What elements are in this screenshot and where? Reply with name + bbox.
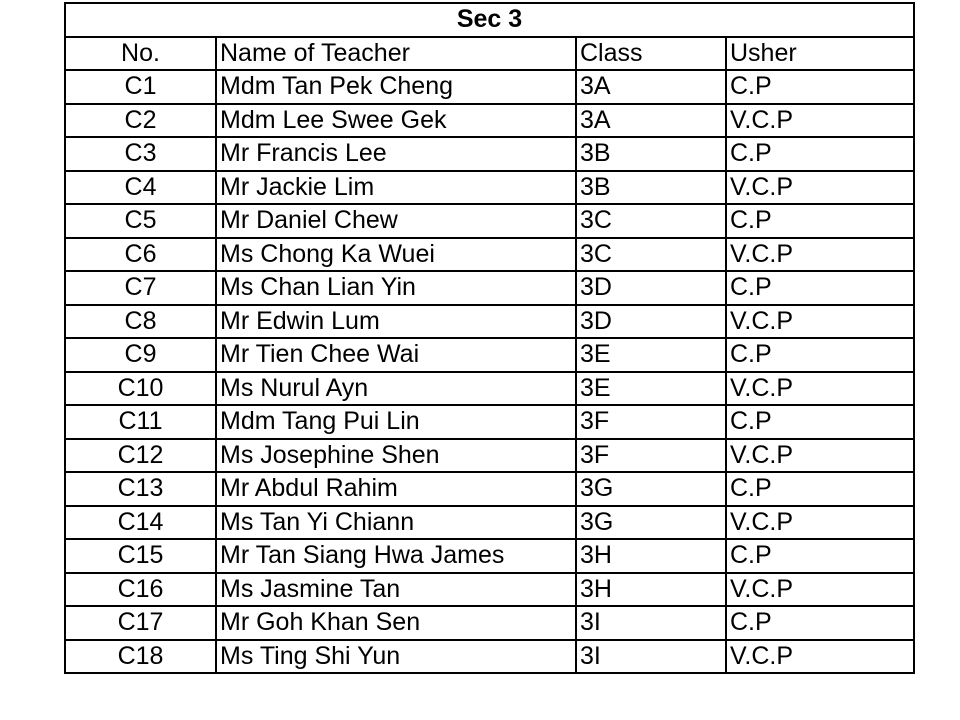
row-usher: V.C.P bbox=[726, 439, 914, 473]
row-no: C12 bbox=[65, 439, 216, 473]
row-class: 3I bbox=[576, 640, 726, 674]
row-teacher-name: Mr Francis Lee bbox=[216, 137, 576, 171]
header-class: Class bbox=[576, 37, 726, 71]
table-row bbox=[65, 271, 914, 305]
table-row bbox=[65, 506, 914, 540]
row-no: C6 bbox=[65, 238, 216, 272]
row-usher: V.C.P bbox=[726, 305, 914, 339]
table-row bbox=[65, 472, 914, 506]
table-row bbox=[65, 573, 914, 607]
row-usher: C.P bbox=[726, 606, 914, 640]
row-usher: C.P bbox=[726, 70, 914, 104]
row-class: 3C bbox=[576, 204, 726, 238]
row-usher: V.C.P bbox=[726, 104, 914, 138]
row-teacher-name: Mr Tan Siang Hwa James bbox=[216, 539, 576, 573]
row-teacher-name: Ms Jasmine Tan bbox=[216, 573, 576, 607]
row-teacher-name: Mr Jackie Lim bbox=[216, 171, 576, 205]
row-teacher-name: Mr Edwin Lum bbox=[216, 305, 576, 339]
row-class: 3G bbox=[576, 506, 726, 540]
row-class: 3D bbox=[576, 271, 726, 305]
row-no: C9 bbox=[65, 338, 216, 372]
row-class: 3B bbox=[576, 137, 726, 171]
row-teacher-name: Ms Tan Yi Chiann bbox=[216, 506, 576, 540]
row-no: C17 bbox=[65, 606, 216, 640]
row-usher: C.P bbox=[726, 137, 914, 171]
row-no: C2 bbox=[65, 104, 216, 138]
row-no: C13 bbox=[65, 472, 216, 506]
row-usher: V.C.P bbox=[726, 640, 914, 674]
row-teacher-name: Ms Ting Shi Yun bbox=[216, 640, 576, 674]
row-no: C1 bbox=[65, 70, 216, 104]
table-row bbox=[65, 171, 914, 205]
row-class: 3E bbox=[576, 372, 726, 406]
row-no: C4 bbox=[65, 171, 216, 205]
row-teacher-name: Mdm Lee Swee Gek bbox=[216, 104, 576, 138]
row-teacher-name: Ms Nurul Ayn bbox=[216, 372, 576, 406]
row-usher: V.C.P bbox=[726, 372, 914, 406]
row-usher: V.C.P bbox=[726, 506, 914, 540]
row-class: 3B bbox=[576, 171, 726, 205]
row-class: 3I bbox=[576, 606, 726, 640]
row-usher: C.P bbox=[726, 472, 914, 506]
row-teacher-name: Ms Chan Lian Yin bbox=[216, 271, 576, 305]
row-no: C7 bbox=[65, 271, 216, 305]
table-title: Sec 3 bbox=[65, 3, 914, 37]
row-class: 3A bbox=[576, 70, 726, 104]
table-row bbox=[65, 439, 914, 473]
row-teacher-name: Mr Goh Khan Sen bbox=[216, 606, 576, 640]
row-class: 3E bbox=[576, 338, 726, 372]
title-row bbox=[65, 3, 914, 37]
row-no: C10 bbox=[65, 372, 216, 406]
table-row bbox=[65, 238, 914, 272]
table-row bbox=[65, 70, 914, 104]
row-teacher-name: Mr Tien Chee Wai bbox=[216, 338, 576, 372]
row-class: 3F bbox=[576, 405, 726, 439]
table-row bbox=[65, 539, 914, 573]
header-usher: Usher bbox=[726, 37, 914, 71]
row-usher: V.C.P bbox=[726, 171, 914, 205]
row-class: 3D bbox=[576, 305, 726, 339]
table-row bbox=[65, 104, 914, 138]
row-no: C14 bbox=[65, 506, 216, 540]
row-usher: C.P bbox=[726, 405, 914, 439]
header-name: Name of Teacher bbox=[216, 37, 576, 71]
row-class: 3H bbox=[576, 539, 726, 573]
row-no: C11 bbox=[65, 405, 216, 439]
table-row bbox=[65, 204, 914, 238]
row-teacher-name: Mdm Tan Pek Cheng bbox=[216, 70, 576, 104]
row-teacher-name: Mr Abdul Rahim bbox=[216, 472, 576, 506]
row-class: 3A bbox=[576, 104, 726, 138]
table-row bbox=[65, 372, 914, 406]
table-row bbox=[65, 606, 914, 640]
row-usher: C.P bbox=[726, 338, 914, 372]
table-row bbox=[65, 137, 914, 171]
table-row bbox=[65, 338, 914, 372]
row-teacher-name: Ms Chong Ka Wuei bbox=[216, 238, 576, 272]
row-teacher-name: Ms Josephine Shen bbox=[216, 439, 576, 473]
table-row bbox=[65, 640, 914, 674]
row-no: C16 bbox=[65, 573, 216, 607]
row-no: C15 bbox=[65, 539, 216, 573]
row-no: C18 bbox=[65, 640, 216, 674]
row-class: 3C bbox=[576, 238, 726, 272]
header-row bbox=[65, 37, 914, 71]
usher-table-body bbox=[65, 3, 914, 673]
row-class: 3H bbox=[576, 573, 726, 607]
row-usher: C.P bbox=[726, 539, 914, 573]
row-no: C5 bbox=[65, 204, 216, 238]
row-usher: C.P bbox=[726, 271, 914, 305]
row-class: 3G bbox=[576, 472, 726, 506]
row-teacher-name: Mr Daniel Chew bbox=[216, 204, 576, 238]
header-no: No. bbox=[65, 37, 216, 71]
row-usher: V.C.P bbox=[726, 573, 914, 607]
usher-table bbox=[64, 2, 915, 674]
row-usher: V.C.P bbox=[726, 238, 914, 272]
row-class: 3F bbox=[576, 439, 726, 473]
table-row bbox=[65, 405, 914, 439]
row-no: C8 bbox=[65, 305, 216, 339]
row-no: C3 bbox=[65, 137, 216, 171]
table-row bbox=[65, 305, 914, 339]
row-usher: C.P bbox=[726, 204, 914, 238]
row-teacher-name: Mdm Tang Pui Lin bbox=[216, 405, 576, 439]
